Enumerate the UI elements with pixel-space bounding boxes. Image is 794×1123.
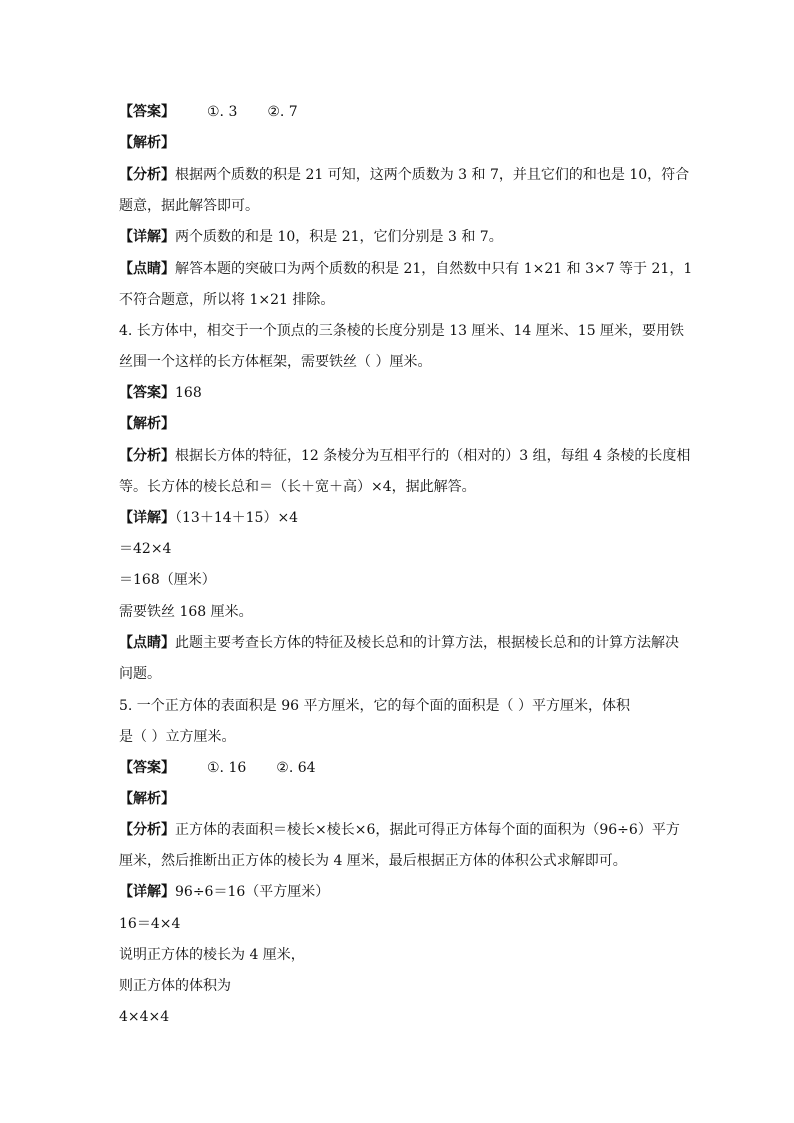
line-text: 96÷6＝16（平方厘米）: [175, 884, 330, 900]
text-line: [119, 570, 679, 590]
comment-tag: 【点睛】: [119, 261, 175, 277]
line-text: 16＝4×4: [119, 916, 181, 932]
text-line: [119, 508, 679, 528]
line-text: 说明正方体的棱长为 4 厘米，: [119, 947, 305, 963]
answer-value: 168: [175, 385, 202, 401]
answer-line: [119, 758, 679, 778]
question-text: 丝围一个这样的长方体框架，需要铁丝（ ）厘米。: [119, 354, 432, 370]
line-text: 此题主要考查长方体的特征及棱长总和的计算方法，根据棱长总和的计算方法解决: [175, 635, 679, 651]
analysis-line: [119, 133, 679, 153]
fenxi-tag: 【分析】: [119, 822, 175, 838]
question-4-line: [119, 352, 679, 372]
question-5-line: [119, 696, 679, 716]
question-5-line: [119, 727, 679, 747]
answer-part-2: ②. 7: [267, 104, 298, 120]
line-text: 问题。: [119, 666, 161, 682]
fenxi-tag: 【分析】: [119, 448, 175, 464]
line-text: 不符合题意，所以将 1×21 排除。: [119, 292, 335, 308]
detail-tag: 【详解】: [119, 884, 175, 900]
text-line: [119, 477, 679, 497]
line-text: 根据两个质数的积是 21 可知，这两个质数为 3 和 7，并且它们的和也是 10，符合: [175, 167, 690, 183]
line-text: （13＋14＋15）×4: [175, 510, 299, 526]
text-line: [119, 976, 679, 996]
text-line: [119, 664, 679, 684]
analysis-tag: 【解析】: [119, 791, 175, 807]
comment-tag: 【点睛】: [119, 635, 175, 651]
line-text: 两个质数的和是 10，积是 21，它们分别是 3 和 7。: [175, 229, 503, 245]
text-line: [119, 882, 679, 902]
text-line: [119, 165, 690, 185]
text-line: [119, 196, 679, 216]
line-text: ＝168（厘米）: [119, 572, 216, 588]
analysis-line: [119, 789, 679, 809]
answer-part-2: ②. 64: [276, 760, 316, 776]
answer-tag: 【答案】: [119, 104, 175, 120]
fenxi-tag: 【分析】: [119, 167, 175, 183]
text-line: [119, 1007, 679, 1027]
text-line: [119, 945, 679, 965]
text-line: [119, 914, 679, 934]
question-text: 5. 一个正方体的表面积是 96 平方厘米，它的每个面的面积是（ ）平方厘米，体积: [119, 698, 630, 714]
answer-part-1: ①. 16: [207, 760, 247, 776]
question-4-line: [119, 321, 685, 341]
line-text: 则正方体的体积为: [119, 978, 231, 994]
text-line: [119, 259, 693, 279]
text-line: [119, 851, 679, 871]
line-text: 根据长方体的特征，12 条棱分为互相平行的（相对的）3 组，每组 4 条棱的长度相: [175, 448, 691, 464]
analysis-tag: 【解析】: [119, 416, 175, 432]
answer-line: [119, 102, 679, 122]
detail-tag: 【详解】: [119, 229, 175, 245]
answer-line: [119, 383, 679, 403]
answer-tag: 【答案】: [119, 385, 175, 401]
line-text: 等。长方体的棱长总和＝（长＋宽＋高）×4，据此解答。: [119, 479, 476, 495]
text-line: [119, 633, 679, 653]
text-line: [119, 602, 679, 622]
text-line: [119, 290, 679, 310]
question-text: 是（ ）立方厘米。: [119, 729, 236, 745]
line-text: 解答本题的突破口为两个质数的积是 21，自然数中只有 1×21 和 3×7 等于 21，1: [175, 261, 693, 277]
text-line: [119, 446, 691, 466]
detail-tag: 【详解】: [119, 510, 175, 526]
analysis-tag: 【解析】: [119, 135, 175, 151]
question-text: 4. 长方体中，相交于一个顶点的三条棱的长度分别是 13 厘米、14 厘米、15 厘米，要用铁: [119, 323, 685, 339]
line-text: 正方体的表面积＝棱长×棱长×6，据此可得正方体每个面的面积为（96÷6）平方: [175, 822, 680, 838]
text-line: [119, 539, 679, 559]
text-line: [119, 227, 679, 247]
line-text: 题意，据此解答即可。: [119, 198, 259, 214]
line-text: ＝42×4: [119, 541, 172, 557]
line-text: 4×4×4: [119, 1009, 170, 1025]
line-text: 需要铁丝 168 厘米。: [119, 604, 253, 620]
answer-tag: 【答案】: [119, 760, 175, 776]
line-text: 厘米，然后推断出正方体的棱长为 4 厘米，最后根据正方体的体积公式求解即可。: [119, 853, 627, 869]
text-line: [119, 820, 679, 840]
answer-part-1: ①. 3: [207, 104, 238, 120]
analysis-line: [119, 414, 679, 434]
